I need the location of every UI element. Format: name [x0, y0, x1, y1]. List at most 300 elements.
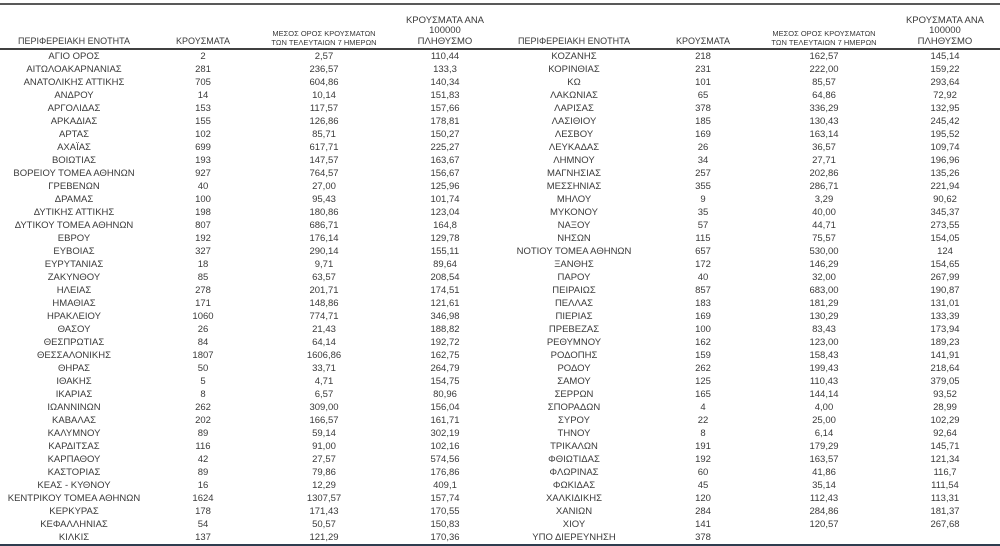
cases-cell: 262	[195, 402, 211, 413]
per100k-cell: 93,52	[933, 389, 957, 400]
avg7-cell: 33,71	[312, 363, 336, 374]
avg7-cell: 85,71	[312, 129, 336, 140]
cases-cell: 18	[197, 259, 209, 270]
per100k-cell: 89,64	[433, 259, 457, 270]
table-row	[0, 115, 500, 128]
avg7-cell: 162,57	[809, 51, 839, 62]
avg7-cell: 40,00	[812, 207, 836, 218]
cases-cell: 125	[695, 376, 711, 387]
per100k-cell: 123,04	[430, 207, 460, 218]
per100k-cell: 145,71	[930, 441, 960, 452]
region-name-cell: ΜΗΛΟΥ	[556, 194, 592, 205]
cases-cell: 116	[195, 441, 211, 452]
avg7-cell: 2,57	[314, 51, 334, 62]
per100k-cell: 190,87	[930, 285, 960, 296]
region-name-cell: ΧΙΟΥ	[562, 519, 586, 530]
cases-cell: 8	[200, 389, 206, 400]
table-row	[0, 206, 500, 219]
region-name-cell: ΑΝΔΡΟΥ	[54, 90, 94, 101]
table-row	[0, 245, 500, 258]
table-row	[500, 167, 1000, 180]
table-row	[0, 323, 500, 336]
region-name-cell: ΦΘΙΩΤΙΔΑΣ	[548, 454, 600, 465]
avg7-cell: 6,14	[814, 428, 834, 439]
cases-cell: 84	[197, 337, 209, 348]
region-name-cell: ΚΑΡΠΑΘΟΥ	[47, 454, 101, 465]
cases-cell: 100	[195, 194, 211, 205]
avg7-cell: 764,57	[309, 168, 339, 179]
per100k-cell: 195,52	[930, 129, 960, 140]
region-name-cell: ΕΥΡΥΤΑΝΙΑΣ	[44, 259, 104, 270]
region-name-cell: ΛΕΣΒΟΥ	[554, 129, 594, 140]
per100k-cell: 131,01	[930, 298, 960, 309]
per100k-cell: 151,83	[430, 90, 460, 101]
per100k-cell: 245,42	[930, 116, 960, 127]
region-name-cell: ΦΩΚΙΔΑΣ	[552, 480, 596, 491]
avg7-cell: 683,00	[809, 285, 839, 296]
cases-cell: 115	[695, 233, 711, 244]
table-row	[500, 388, 1000, 401]
cases-cell: 162	[695, 337, 711, 348]
per100k-cell: 170,36	[430, 532, 460, 543]
per100k-cell: 225,27	[430, 142, 460, 153]
per100k-cell: 218,64	[930, 363, 960, 374]
region-name-cell: ΛΑΡΙΣΑΣ	[554, 103, 594, 114]
per100k-cell	[890, 531, 1000, 544]
cases-cell: 192	[695, 454, 711, 465]
cases-cell: 137	[195, 532, 211, 543]
avg7-cell: 63,57	[312, 272, 336, 283]
region-name-cell: ΛΗΜΝΟΥ	[553, 155, 595, 166]
cases-cell: 9	[700, 194, 706, 205]
avg7-cell: 1307,57	[306, 493, 342, 504]
region-name-cell: ΠΙΕΡΙΑΣ	[555, 311, 593, 322]
avg7-cell: 148,86	[309, 298, 339, 309]
per100k-cell: 302,19	[430, 428, 460, 439]
per100k-cell: 90,62	[933, 194, 957, 205]
avg7-cell: 201,71	[309, 285, 339, 296]
cases-cell: 185	[695, 116, 711, 127]
region-name-cell: ΓΡΕΒΕΝΩΝ	[48, 181, 100, 192]
avg7-cell: 32,00	[812, 272, 836, 283]
avg7-cell: 91,00	[312, 441, 336, 452]
cases-cell: 153	[195, 103, 211, 114]
cases-cell: 40	[197, 181, 209, 192]
table-row	[0, 466, 500, 479]
table-header	[0, 5, 500, 49]
per100k-cell: 162,75	[430, 350, 460, 361]
cases-cell: 102	[195, 129, 211, 140]
cases-cell: 699	[195, 142, 211, 153]
avg7-cell: 6,57	[314, 389, 334, 400]
cases-cell: 807	[195, 220, 211, 231]
table-row	[0, 193, 500, 206]
cases-cell: 85	[197, 272, 209, 283]
per100k-cell: 72,92	[933, 90, 957, 101]
cases-cell: 141	[695, 519, 711, 530]
table-row	[0, 284, 500, 297]
table-row	[500, 49, 1000, 63]
table-row	[0, 49, 500, 63]
table-row	[0, 232, 500, 245]
cases-cell: 378	[695, 103, 711, 114]
avg7-cell: 171,43	[309, 506, 339, 517]
region-name-cell: ΘΕΣΣΑΛΟΝΙΚΗΣ	[37, 350, 111, 361]
table-row	[500, 115, 1000, 128]
table-row	[500, 232, 1000, 245]
table-row	[500, 440, 1000, 453]
region-name-cell: ΗΜΑΘΙΑΣ	[52, 298, 96, 309]
per100k-cell: 159,22	[930, 64, 960, 75]
table-row	[500, 505, 1000, 518]
per100k-cell: 129,78	[430, 233, 460, 244]
region-name-cell: ΚΙΛΚΙΣ	[58, 532, 90, 543]
avg7-cell: 1606,86	[306, 350, 342, 361]
table-row	[500, 453, 1000, 466]
avg7-cell: 85,57	[812, 77, 836, 88]
tables-wrap	[0, 5, 1000, 544]
table-row	[500, 323, 1000, 336]
cases-cell: 40	[697, 272, 709, 283]
avg7-cell: 4,71	[314, 376, 334, 387]
cases-cell: 34	[697, 155, 709, 166]
table-row	[0, 440, 500, 453]
per100k-cell: 208,54	[430, 272, 460, 283]
avg7-cell: 604,86	[309, 77, 339, 88]
region-name-cell: ΚΟΡΙΝΘΙΑΣ	[548, 64, 600, 75]
per100k-cell: 154,75	[430, 376, 460, 387]
cases-cell: 231	[695, 64, 711, 75]
avg7-cell: 50,57	[312, 519, 336, 530]
per100k-cell: 132,95	[930, 103, 960, 114]
region-name-cell: ΑΡΤΑΣ	[59, 129, 89, 140]
table-row	[500, 492, 1000, 505]
table-header	[500, 5, 1000, 49]
region-name-cell: ΣΕΡΡΩΝ	[554, 389, 594, 400]
cases-cell: 657	[695, 246, 711, 257]
table-row	[500, 414, 1000, 427]
table-row	[0, 362, 500, 375]
avg7-cell: 222,00	[809, 64, 839, 75]
avg7-cell: 166,57	[309, 415, 339, 426]
column-header-avg7	[758, 5, 890, 49]
table-row	[500, 466, 1000, 479]
region-table-left	[0, 5, 500, 544]
table-row	[0, 375, 500, 388]
avg7-cell: 3,29	[814, 194, 834, 205]
per100k-cell: 164,8	[433, 220, 457, 231]
region-name-cell: ΝΗΣΩΝ	[557, 233, 591, 244]
avg7-cell: 27,71	[812, 155, 836, 166]
per100k-cell: 145,14	[930, 51, 960, 62]
region-name-cell: ΤΗΝΟΥ	[557, 428, 591, 439]
column-header-per100k-line1: ΚΡΟΥΣΜΑΤΑ ΑΝΑ 100000	[405, 14, 485, 36]
table-row	[0, 141, 500, 154]
avg7-cell: 774,71	[309, 311, 339, 322]
avg7-cell: 25,00	[812, 415, 836, 426]
per100k-cell: 150,83	[430, 519, 460, 530]
cases-cell: 89	[197, 467, 209, 478]
table-row	[500, 141, 1000, 154]
region-name-cell: ΛΑΚΩΝΙΑΣ	[550, 90, 598, 101]
region-name-cell: ΚΕΡΚΥΡΑΣ	[49, 506, 99, 517]
table-row	[500, 349, 1000, 362]
table-row	[500, 362, 1000, 375]
table-row	[0, 102, 500, 115]
cases-cell: 4	[700, 402, 706, 413]
per100k-cell: 409,1	[433, 480, 457, 491]
cases-cell: 284	[695, 506, 711, 517]
cases-cell: 35	[697, 207, 709, 218]
table-row	[0, 128, 500, 141]
table-row	[500, 375, 1000, 388]
table-row	[500, 76, 1000, 89]
per100k-cell: 161,71	[430, 415, 460, 426]
region-name-cell: ΔΥΤΙΚΗΣ ΑΤΤΙΚΗΣ	[33, 207, 115, 218]
table-row	[0, 76, 500, 89]
region-name-cell: ΡΟΔΟΥ	[557, 363, 591, 374]
table-row	[500, 206, 1000, 219]
column-header-per100k-line2: ΠΛΗΘΥΣΜΟ	[417, 35, 473, 47]
region-name-cell: ΙΘΑΚΗΣ	[56, 376, 92, 387]
region-name-cell: ΧΑΝΙΩΝ	[555, 506, 593, 517]
cases-cell: 169	[695, 311, 711, 322]
cases-cell: 101	[695, 77, 711, 88]
table-row	[500, 89, 1000, 102]
avg7-cell: 617,71	[309, 142, 339, 153]
per100k-cell: 135,26	[930, 168, 960, 179]
per100k-cell: 140,34	[430, 77, 460, 88]
cases-cell: 262	[695, 363, 711, 374]
cases-cell: 178	[195, 506, 211, 517]
region-name-cell: ΦΛΩΡΙΝΑΣ	[549, 467, 599, 478]
cases-cell: 120	[695, 493, 711, 504]
table-row	[500, 336, 1000, 349]
per100k-cell: 156,04	[430, 402, 460, 413]
table-row	[0, 336, 500, 349]
per100k-cell: 133,39	[930, 311, 960, 322]
region-name-cell: ΣΥΡΟΥ	[558, 415, 590, 426]
per100k-cell: 293,64	[930, 77, 960, 88]
region-name-cell: ΚΕΦΑΛΛΗΝΙΑΣ	[40, 519, 108, 530]
avg7-cell: 286,71	[809, 181, 839, 192]
cases-cell: 60	[697, 467, 709, 478]
avg7-cell: 158,43	[809, 350, 839, 361]
region-name-cell: ΗΡΑΚΛΕΙΟΥ	[47, 311, 101, 322]
region-name-cell: ΘΑΣΟΥ	[57, 324, 91, 335]
per100k-cell: 156,67	[430, 168, 460, 179]
region-name-cell: ΚΑΒΑΛΑΣ	[52, 415, 96, 426]
region-name-cell: ΔΡΑΜΑΣ	[54, 194, 94, 205]
per100k-cell: 80,96	[433, 389, 457, 400]
table-row	[500, 245, 1000, 258]
avg7-cell: 75,57	[812, 233, 836, 244]
region-name-cell: ΣΑΜΟΥ	[557, 376, 591, 387]
avg7-cell: 176,14	[309, 233, 339, 244]
per100k-cell: 273,55	[930, 220, 960, 231]
per100k-cell: 133,3	[433, 64, 457, 75]
cases-cell: 193	[195, 155, 211, 166]
table-row	[500, 193, 1000, 206]
region-name-cell: ΑΓΙΟ ΟΡΟΣ	[48, 51, 100, 62]
region-name-cell: ΥΠΟ ΔΙΕΡΕΥΝΗΣΗ	[532, 532, 616, 543]
region-name-cell: ΚΩ	[567, 77, 581, 88]
table-row	[0, 154, 500, 167]
avg7-cell: 146,29	[809, 259, 839, 270]
table-row	[0, 531, 500, 544]
per100k-cell: 113,31	[930, 493, 960, 504]
region-name-cell: ΙΩΑΝΝΙΝΩΝ	[47, 402, 101, 413]
region-name-cell: ΝΑΞΟΥ	[557, 220, 591, 231]
table-row	[0, 453, 500, 466]
cases-cell: 57	[697, 220, 709, 231]
table-row	[0, 219, 500, 232]
avg7-cell: 9,71	[314, 259, 334, 270]
table-body-right	[500, 49, 1000, 544]
avg7-cell: 117,57	[309, 103, 339, 114]
cases-cell: 26	[197, 324, 209, 335]
column-header-per100k-line2: ΠΛΗΘΥΣΜΟ	[917, 35, 973, 47]
table-row	[0, 518, 500, 531]
per100k-cell: 181,37	[930, 506, 960, 517]
avg7-cell: 83,43	[812, 324, 836, 335]
avg7-cell: 336,29	[809, 103, 839, 114]
cases-cell: 927	[195, 168, 211, 179]
region-name-cell: ΛΕΥΚΑΔΑΣ	[548, 142, 600, 153]
cases-cell: 89	[197, 428, 209, 439]
table-row	[500, 128, 1000, 141]
avg7-cell: 79,86	[312, 467, 336, 478]
cases-cell: 378	[695, 532, 711, 543]
avg7-cell: 121,29	[309, 532, 339, 543]
region-name-cell: ΠΡΕΒΕΖΑΣ	[548, 324, 600, 335]
avg7-cell: 41,86	[812, 467, 836, 478]
table-row	[500, 310, 1000, 323]
per100k-cell: 192,72	[430, 337, 460, 348]
avg7-cell: 59,14	[312, 428, 336, 439]
region-name-cell: ΣΠΟΡΑΔΩΝ	[547, 402, 601, 413]
table-row	[500, 180, 1000, 193]
cases-cell: 218	[695, 51, 711, 62]
table-row	[0, 180, 500, 193]
per100k-cell: 267,99	[930, 272, 960, 283]
cases-cell: 171	[195, 298, 211, 309]
table-row	[500, 531, 1000, 544]
cases-cell: 16	[197, 480, 209, 491]
avg7-cell: 163,14	[809, 129, 839, 140]
avg7-cell: 21,43	[312, 324, 336, 335]
table-row	[0, 349, 500, 362]
per100k-cell: 154,65	[930, 259, 960, 270]
region-name-cell: ΜΥΚΟΝΟΥ	[550, 207, 598, 218]
cases-cell: 327	[195, 246, 211, 257]
avg7-cell: 180,86	[309, 207, 339, 218]
per100k-cell: 267,68	[930, 519, 960, 530]
cases-cell: 42	[197, 454, 209, 465]
cases-cell: 355	[695, 181, 711, 192]
region-name-cell: ΖΑΚΥΝΘΟΥ	[47, 272, 101, 283]
avg7-cell: 126,86	[309, 116, 339, 127]
avg7-cell: 10,14	[312, 90, 336, 101]
cases-cell: 183	[695, 298, 711, 309]
region-name-cell: ΠΕΙΡΑΙΩΣ	[552, 285, 596, 296]
cases-cell: 1624	[192, 493, 214, 504]
per100k-cell: 111,54	[931, 480, 959, 491]
per100k-cell: 141,91	[930, 350, 960, 361]
avg7-cell: 130,43	[809, 116, 839, 127]
avg7-cell: 27,57	[312, 454, 336, 465]
region-name-cell: ΞΑΝΘΗΣ	[554, 259, 594, 270]
region-name-cell: ΚΑΡΔΙΤΣΑΣ	[48, 441, 100, 452]
cases-cell: 857	[695, 285, 711, 296]
per100k-cell: 92,64	[933, 428, 957, 439]
per100k-cell: 163,67	[430, 155, 460, 166]
region-table-right	[500, 5, 1000, 544]
region-name-cell: ΡΟΔΟΠΗΣ	[550, 350, 598, 361]
table-row	[500, 297, 1000, 310]
table-row	[500, 479, 1000, 492]
table-row	[500, 284, 1000, 297]
cases-cell: 1060	[192, 311, 214, 322]
cases-cell: 2	[200, 51, 206, 62]
column-header-region: ΠΕΡΙΦΕΡΕΙΑΚΗ ΕΝΟΤΗΤΑ	[500, 5, 648, 49]
avg7-cell: 35,14	[812, 480, 836, 491]
region-name-cell: ΜΑΓΝΗΣΙΑΣ	[547, 168, 601, 179]
avg7-cell: 64,86	[812, 90, 836, 101]
avg7-cell: 179,29	[809, 441, 839, 452]
cases-cell: 14	[197, 90, 209, 101]
avg7-cell: 110,43	[809, 376, 839, 387]
table-row	[0, 427, 500, 440]
region-name-cell: ΑΧΑΪΑΣ	[57, 142, 91, 153]
table-row	[0, 63, 500, 76]
per100k-cell: 102,16	[430, 441, 460, 452]
column-header-region: ΠΕΡΙΦΕΡΕΙΑΚΗ ΕΝΟΤΗΤΑ	[0, 5, 148, 49]
cases-cell: 54	[197, 519, 209, 530]
region-name-cell: ΠΑΡΟΥ	[557, 272, 591, 283]
column-header-avg7	[258, 5, 390, 49]
table-row	[0, 167, 500, 180]
avg7-cell: 144,14	[809, 389, 839, 400]
avg7-cell: 147,57	[309, 155, 339, 166]
table-body-left	[0, 49, 500, 544]
region-name-cell: ΒΟΡΕΙΟΥ ΤΟΜΕΑ ΑΘΗΝΩΝ	[13, 168, 135, 179]
per100k-cell: 121,61	[430, 298, 460, 309]
avg7-cell: 163,57	[809, 454, 839, 465]
avg7-cell: 236,57	[309, 64, 339, 75]
column-header-avg7-line1: ΜΕΣΟΣ ΟΡΟΣ ΚΡΟΥΣΜΑΤΩΝ	[272, 29, 376, 38]
region-name-cell: ΜΕΣΣΗΝΙΑΣ	[546, 181, 602, 192]
column-header-cases: ΚΡΟΥΣΜΑΤΑ	[648, 5, 758, 49]
cases-cell: 100	[695, 324, 711, 335]
per100k-cell: 110,44	[430, 51, 460, 62]
per100k-cell: 125,96	[430, 181, 460, 192]
per100k-cell: 170,55	[430, 506, 460, 517]
table-row	[0, 271, 500, 284]
cases-cell: 45	[697, 480, 709, 491]
per100k-cell: 196,96	[930, 155, 960, 166]
region-name-cell: ΧΑΛΚΙΔΙΚΗΣ	[545, 493, 603, 504]
per100k-cell: 264,79	[430, 363, 460, 374]
cases-cell: 8	[700, 428, 706, 439]
region-name-cell: ΕΥΒΟΙΑΣ	[53, 246, 95, 257]
per100k-cell: 174,51	[430, 285, 460, 296]
cases-cell: 198	[195, 207, 211, 218]
region-name-cell: ΚΟΖΑΝΗΣ	[551, 51, 597, 62]
cases-cell: 281	[195, 64, 211, 75]
avg7-cell: 36,57	[812, 142, 836, 153]
table-row	[500, 401, 1000, 414]
